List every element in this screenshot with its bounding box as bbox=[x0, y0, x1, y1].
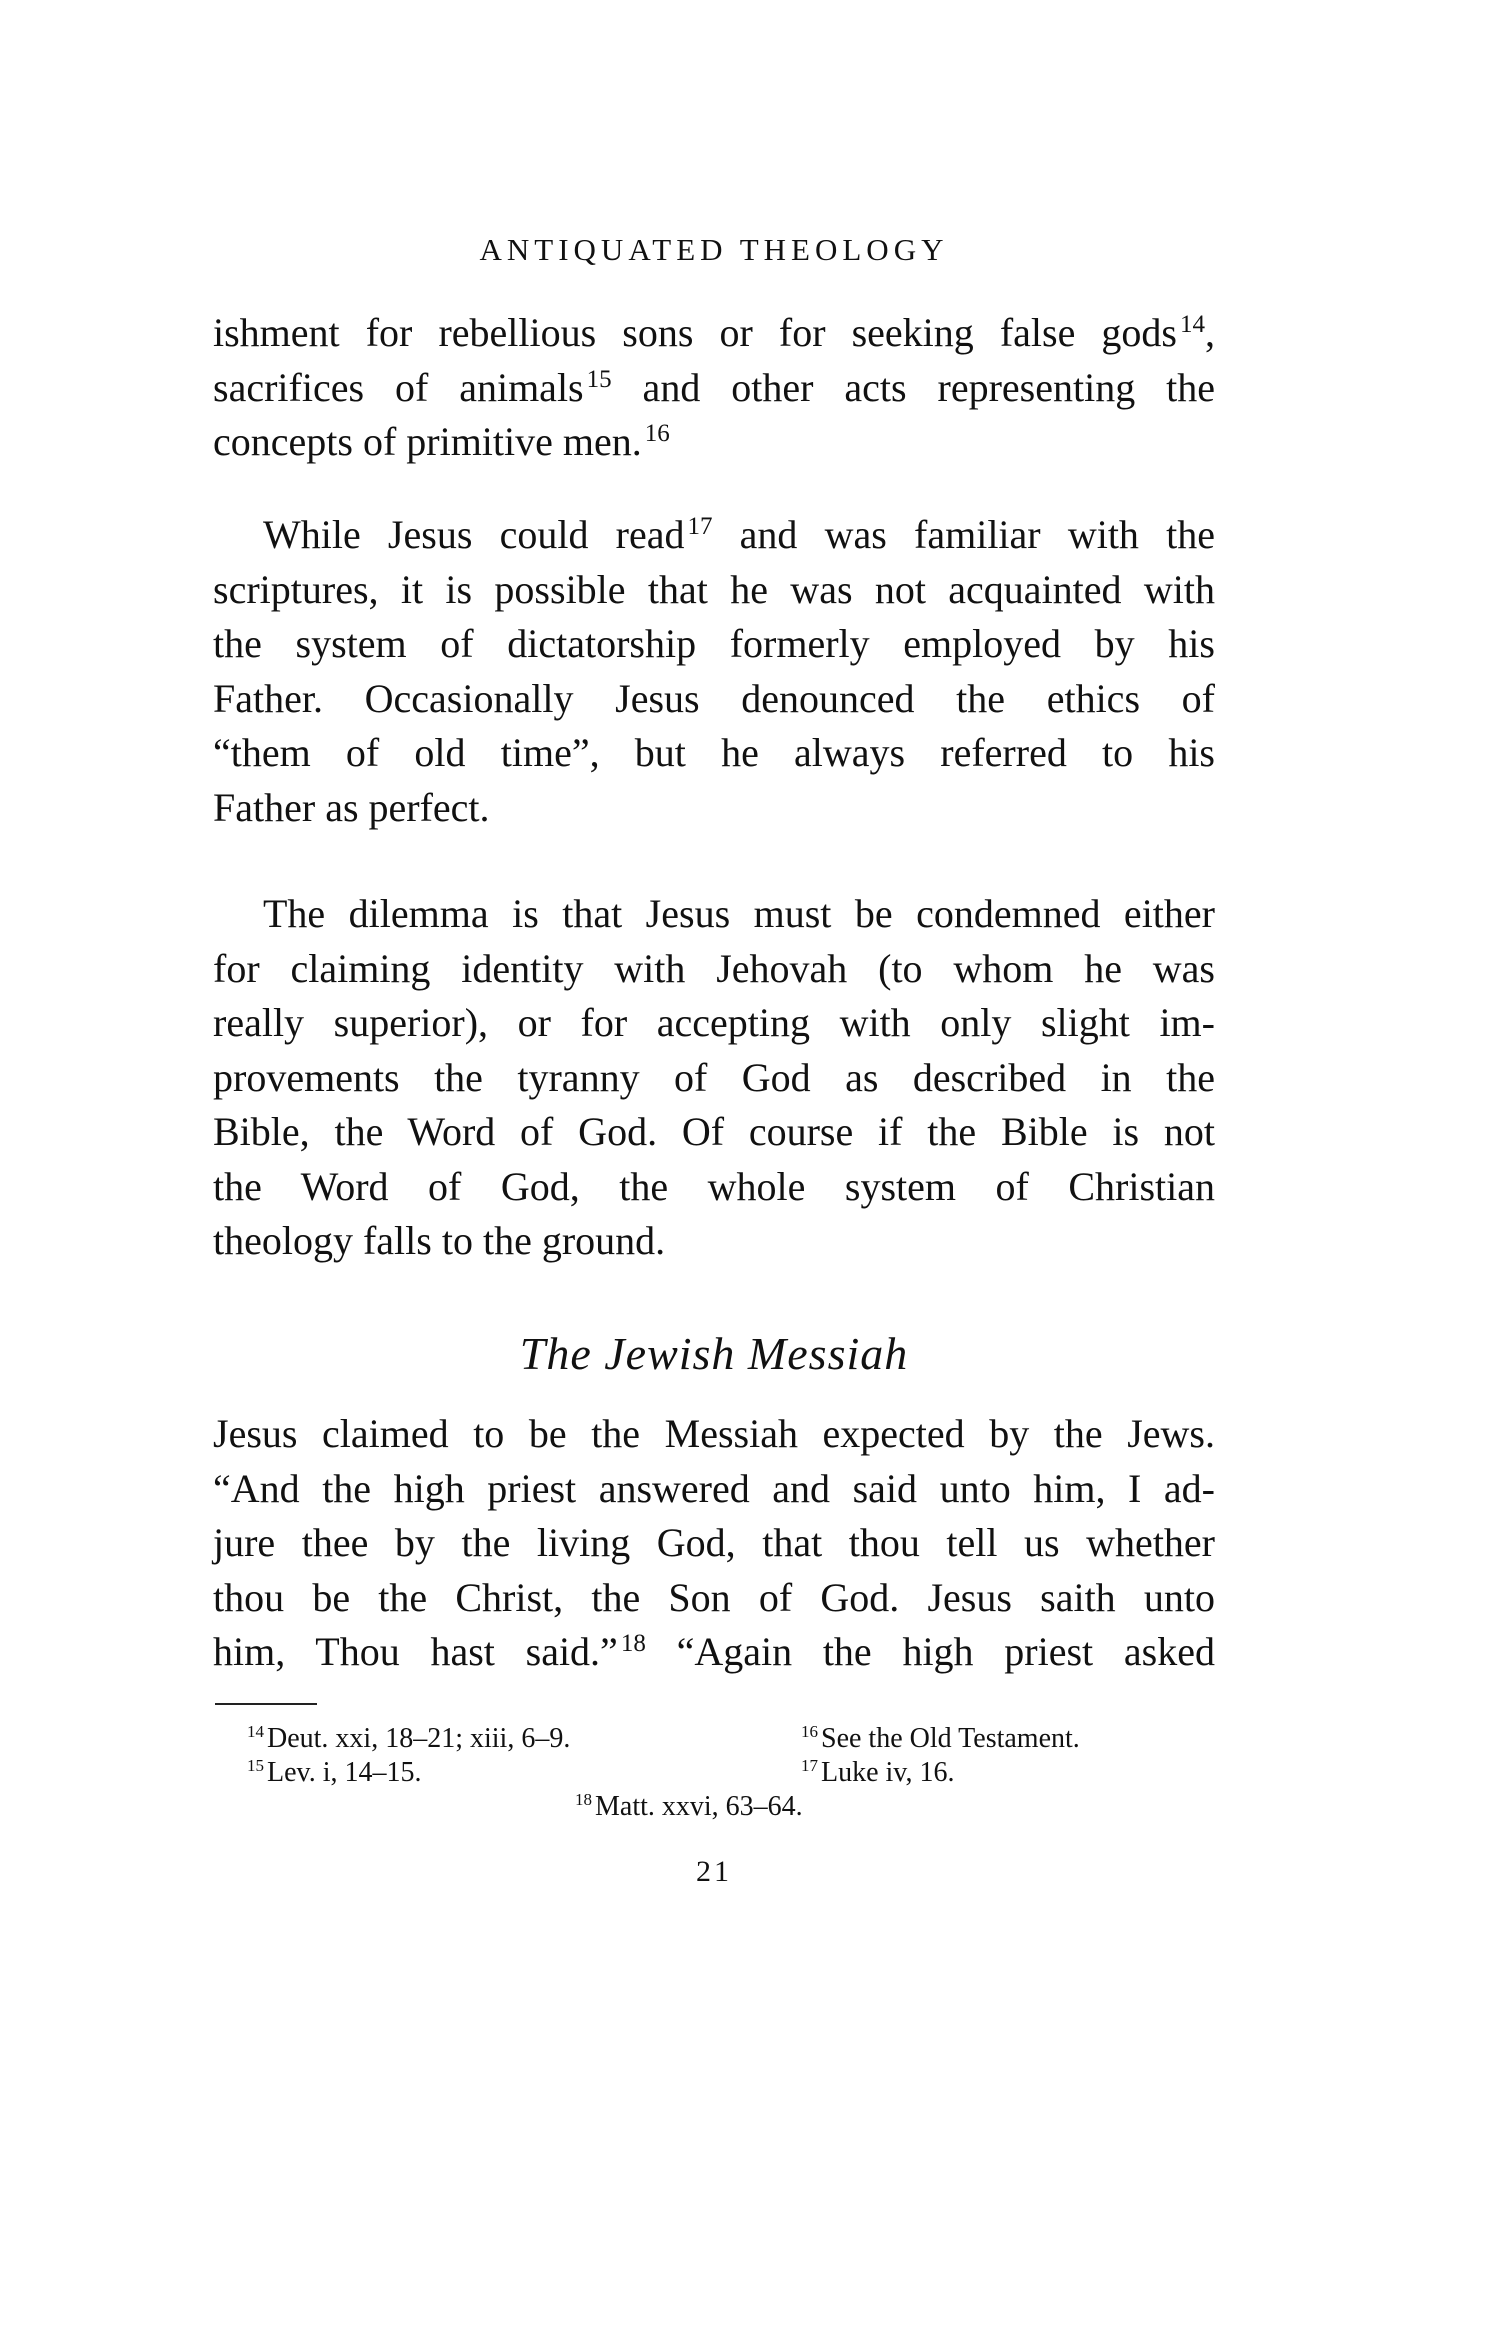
footnote-17 bbox=[801, 1756, 955, 1790]
section-title: The Jewish Messiah bbox=[519, 1328, 909, 1379]
text-line: really superior), or for accepting with only slight im- bbox=[213, 1000, 1215, 1045]
running-head: ANTIQUATED THEOLOGY bbox=[479, 232, 949, 267]
text-line: “And the high priest answered and said unto him, I ad- bbox=[213, 1465, 1215, 1511]
text-line: While Jesus could read $^{17}$ and was familiar with the bbox=[263, 512, 1215, 557]
text-line: The dilemma is that Jesus must be condemned either bbox=[263, 891, 1215, 936]
footnote-divider bbox=[215, 1703, 317, 1705]
page-number: 21 bbox=[696, 1855, 732, 1888]
footnote-number: 15 bbox=[247, 1756, 264, 1775]
footnote-text: Matt. xxvi, 63–64. bbox=[595, 1791, 803, 1822]
footnote-15 bbox=[247, 1756, 422, 1790]
footnote-18 bbox=[575, 1790, 803, 1824]
paragraph-1 bbox=[213, 306, 1215, 470]
text-line: the system of dictatorship formerly employed by his bbox=[213, 621, 1215, 666]
footnote-14 bbox=[247, 1722, 570, 1756]
paragraph-2 bbox=[213, 508, 1215, 835]
text-line: scriptures, it is possible that he was not acquainted with bbox=[213, 566, 1215, 612]
text-line: concepts of primitive men. $^{16}$ bbox=[213, 419, 670, 464]
text-line: Father as perfect. bbox=[213, 784, 490, 830]
text-line: the Word of God, the whole system of Christian bbox=[213, 1163, 1215, 1209]
footnote-number: 16 bbox=[801, 1722, 818, 1741]
footnote-ref-15: 15 bbox=[586, 365, 612, 393]
text-line: sacrifices of animals $^{15}$ and other acts representing the bbox=[213, 364, 1215, 410]
footnote-number: 14 bbox=[247, 1722, 264, 1741]
text-line: for claiming identity with Jehovah (to whom he was bbox=[213, 945, 1215, 991]
footnote-text: Lev. i, 14–15. bbox=[267, 1757, 422, 1788]
paragraph-4 bbox=[213, 1407, 1215, 1680]
footnote-ref-18: 18 bbox=[620, 1630, 646, 1657]
footnote-ref-14: 14 bbox=[1180, 311, 1205, 338]
text-line: ishment for rebellious sons or for seeking false gods $^{14}$, bbox=[213, 310, 1215, 355]
text-line: provements the tyranny of God as described in the bbox=[213, 1054, 1215, 1100]
footnote-text: See the Old Testament. bbox=[821, 1723, 1080, 1754]
footnote-number: 18 bbox=[575, 1790, 592, 1809]
footnote-text: Luke iv, 16. bbox=[821, 1757, 955, 1788]
footnote-number: 17 bbox=[801, 1756, 818, 1775]
footnote-16 bbox=[801, 1722, 1080, 1756]
footnote-ref-16: 16 bbox=[644, 420, 670, 447]
text-line: him, Thou hast said.” $^{18}$ “Again the high priest asked bbox=[213, 1629, 1215, 1674]
text-line: Bible, the Word of God. Of course if the Bible is not bbox=[213, 1109, 1215, 1154]
text-line: jure thee by the living God, that thou tell us whether bbox=[213, 1520, 1215, 1565]
footnote-text: Deut. xxi, 18–21; xiii, 6–9. bbox=[267, 1723, 571, 1754]
text-line: thou be the Christ, the Son of God. Jesus saith unto bbox=[213, 1574, 1215, 1620]
paragraph-3 bbox=[213, 887, 1215, 1269]
text-line: theology falls to the ground. bbox=[213, 1218, 666, 1263]
text-line: “them of old time”, but he always referred to his bbox=[213, 730, 1215, 775]
text-line: Jesus claimed to be the Messiah expected by the Jews. bbox=[213, 1411, 1215, 1456]
text-line: Father. Occasionally Jesus denounced the ethics of bbox=[213, 675, 1215, 721]
footnote-ref-17: 17 bbox=[687, 513, 713, 540]
